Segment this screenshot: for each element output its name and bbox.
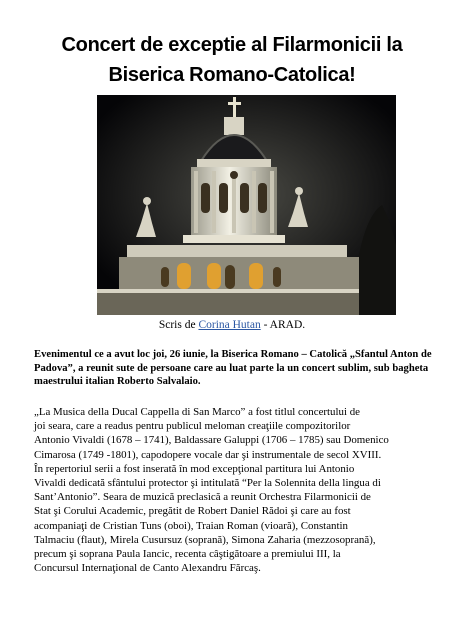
body-line: „La Musica della Ducal Cappella di San Marco” a fost titlul concertului de: [34, 406, 361, 418]
title-line-2: Biserica Romano-Catolica!: [108, 64, 356, 86]
photo-caption: [20, 318, 444, 332]
lead-paragraph: Evenimentul ce a avut loc joi, 26 iunie, la Biserica Romano – Catolică „Sfantul Anton de Padova”, a reunit sute de persoane care au luat parte la un concert sublim, sub bagheta maestrului italian Roberto Salvalaio.: [34, 349, 432, 388]
caption-suffix: - ARAD.: [260, 319, 306, 331]
body-line: Talmaciu (flaut), Mirela Cusursuz (soprană), Simona Zaharia (mezzosoprană),: [34, 533, 376, 546]
body-line: Sant’Antonio”. Seara de muzică preclasică a reunit Orchestra Filarmonicii de: [34, 491, 371, 504]
church-dome-night-icon: [97, 95, 396, 315]
title-line-1: Concert de exceptie al Filarmonicii la: [61, 34, 403, 56]
body-line: Stat şi Corului Academic, pregătit de Robert Daniel Rădoi şi care au fost: [34, 505, 351, 518]
body-line: precum şi soprana Paula Iancic, recenta câştigătoare a premiului III, la: [34, 548, 341, 561]
article-title: [20, 30, 444, 90]
body-line: acompaniaţi de Cristian Tuns (oboi), Traian Roman (vioară), Constantin: [34, 519, 348, 532]
body-line: Vivaldi dedicată sfântului protector şi intitulată “Per la Solennita della lingua di: [34, 477, 381, 490]
body-line: În repertoriul serii a fost inserată în mod excepţional partitura lui Antonio: [34, 462, 355, 475]
church-photo: [97, 95, 396, 315]
body-line: Concursul Internaţional de Canto Alexandru Fărcaş.: [34, 562, 261, 575]
body-line: Cimarosa (1749 -1801), capodopere vocale dar şi instrumentale de secol XVIII.: [34, 448, 382, 461]
body-paragraph: [34, 405, 438, 575]
author-link[interactable]: Corina Hutan: [198, 319, 261, 331]
caption-prefix: Scris de: [158, 319, 199, 331]
body-line: joi seara, care a readus pentru publicul meloman creaţiile compozitorilor: [34, 420, 351, 433]
body-line: Antonio Vivaldi (1678 – 1741), Baldassare Galuppi (1706 – 1785) sau Domenico: [34, 434, 389, 447]
